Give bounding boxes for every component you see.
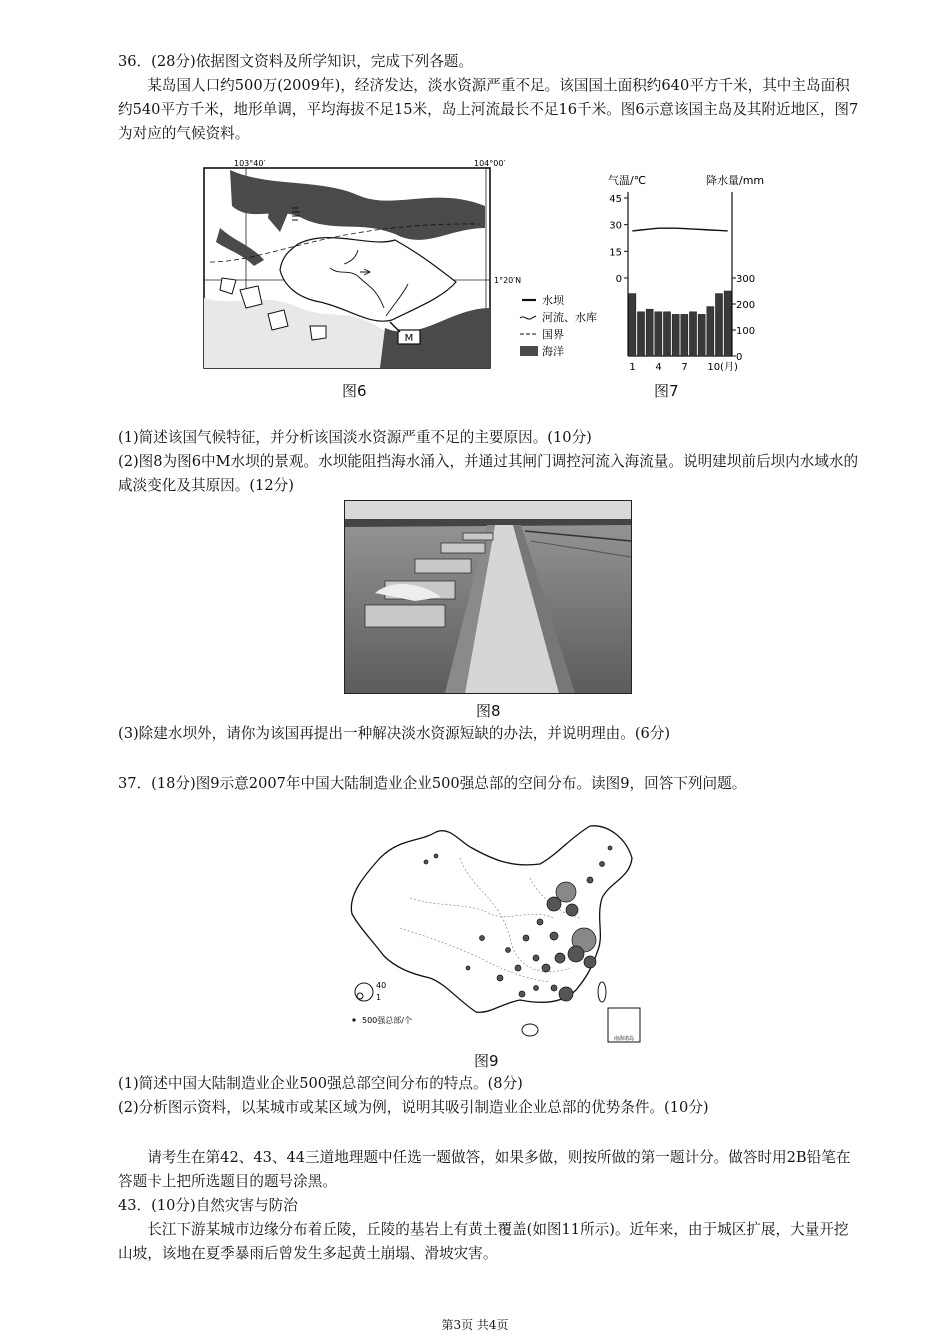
elective-instruction: 请考生在第42、43、44三道地理题中任选一题做答，如果多做，则按所做的第一题计分。做答时用2B铅笔在答题卡上把所选题目的题号涂黑。 <box>118 1149 851 1190</box>
temperature-series-line <box>632 228 727 231</box>
temp-tick-label: 0 <box>615 274 622 285</box>
dam-marker-m: M <box>404 333 414 344</box>
figure-8-dam-photo <box>344 500 632 694</box>
month-tick-label: 10(月) <box>707 362 738 373</box>
precip-tick-label: 0 <box>736 352 743 363</box>
river-legend-icon <box>520 316 536 319</box>
precipitation-bar <box>629 294 636 356</box>
precipitation-bar <box>637 312 644 356</box>
figure-6-caption: 图6 <box>342 382 367 400</box>
precipitation-bar <box>672 314 679 356</box>
q36-sub3: (3)除建水坝外，请你为该国再提出一种解决淡水资源短缺的办法，并说明理由。(6分) <box>118 725 671 742</box>
longitude-right-label: 104°00′ <box>474 159 506 168</box>
precipitation-bar <box>655 312 662 356</box>
q37-sub1: (1)简述中国大陆制造业企业500强总部空间分布的特点。(8分) <box>118 1075 523 1092</box>
figure-9-china-map <box>340 818 642 1044</box>
q36-heading: 36．(28分)依据图文资料及所学知识，完成下列各题。 <box>118 53 473 70</box>
temp-tick-label: 30 <box>609 220 622 232</box>
temp-axis-label: 气温/℃ <box>608 174 647 187</box>
q43-body: 长江下游某城市边缘分布着丘陵，丘陵的基岩上有黄土覆盖(如图11所示)。近年来，由于城区扩展，大量开挖山坡，该地在夏季暴雨后曾发生多起黄土崩塌、滑坡灾害。 <box>118 1221 849 1262</box>
q43-heading: 43．(10分)自然灾害与防治 <box>118 1197 298 1214</box>
q36-sub2: (2)图8为图6中M水坝的景观。水坝能阻挡海水涌入，并通过其闸门调控河流入海流量。说明建坝前后坝内水域水的咸淡变化及其原因。(12分) <box>118 453 859 494</box>
ocean-legend-icon <box>520 346 538 356</box>
q36-intro: 某岛国人口约500万(2009年)，经济发达，淡水资源严重不足。该国国土面积约640平方千米，其中主岛面积约540平方千米，地形单调，平均海拔不足15米，岛上河流最长不足16千米。图6示意该国主岛及其附近地区，图7为对应的气候资料。 <box>118 77 859 142</box>
figure-7-caption: 图7 <box>654 382 679 400</box>
precipitation-bar <box>724 291 731 356</box>
precip-tick-label: 200 <box>736 300 756 311</box>
precip-axis-label: 降水量/mm <box>706 174 765 187</box>
latitude-label: 1°20′N <box>494 276 522 285</box>
month-tick-label: 1 <box>629 362 636 373</box>
legend-small-value: 1 <box>376 993 382 1002</box>
precipitation-bar <box>707 307 714 356</box>
precipitation-bar <box>715 294 722 356</box>
legend-ocean: 海洋 <box>542 345 564 358</box>
precipitation-bar <box>689 312 696 356</box>
figure-7-chart <box>598 168 790 380</box>
longitude-left-label: 103°40′ <box>234 159 266 168</box>
q37-sub2: (2)分析图示资料，以某城市或某区域为例，说明其吸引制造业企业总部的优势条件。(10分) <box>118 1099 709 1116</box>
precipitation-bar <box>681 314 688 356</box>
south-china-sea-islands-label: 南海诸岛 <box>613 1036 635 1042</box>
map-legend <box>520 293 597 358</box>
legend-river: 河流、水库 <box>542 311 597 324</box>
temp-tick-label: 15 <box>609 247 622 259</box>
temp-tick-label: 45 <box>609 194 622 205</box>
precip-tick-label: 100 <box>736 326 756 337</box>
precipitation-bar <box>646 309 653 356</box>
figure-9-caption: 图9 <box>474 1052 499 1070</box>
precipitation-bar <box>698 314 705 356</box>
legend-hq-label: 500强总部/个 <box>362 1016 412 1025</box>
month-tick-label: 4 <box>655 362 662 373</box>
q36-sub1: (1)简述该国气候特征，并分析该国淡水资源严重不足的主要原因。(10分) <box>118 429 592 446</box>
figure-8-caption: 图8 <box>476 702 501 720</box>
precipitation-bar <box>663 312 670 356</box>
page-footer: 第3页 共4页 <box>441 1318 509 1332</box>
legend-large-value: 40 <box>376 981 387 990</box>
legend-dam: 水坝 <box>542 294 564 307</box>
month-tick-label: 7 <box>681 362 688 373</box>
figure-6-map <box>180 158 597 378</box>
precip-tick-label: 300 <box>736 274 756 285</box>
legend-border: 国界 <box>542 328 564 341</box>
q37-heading: 37．(18分)图9示意2007年中国大陆制造业企业500强总部的空间分布。读图9，回答下列问题。 <box>118 775 747 792</box>
